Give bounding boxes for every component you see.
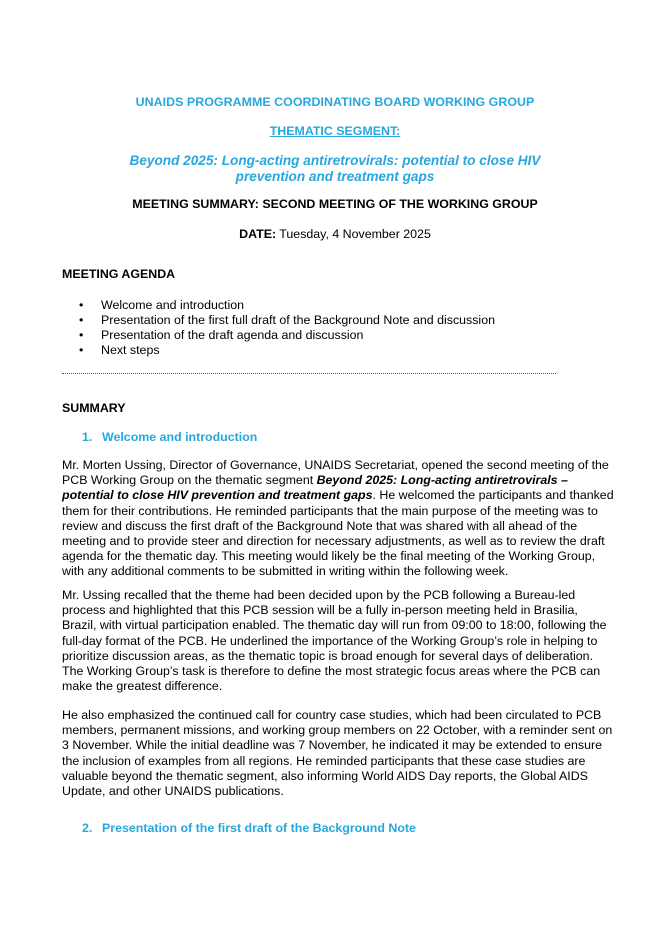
- agenda-item: [62, 298, 495, 313]
- agenda-item-text: Presentation of the first full draft of the Background Note and discussion: [101, 313, 495, 327]
- paragraph-opening: [62, 458, 614, 580]
- paragraph-text: . He welcomed the participants and thanked them for their contributions. He reminded participants that the main purpose of the meeting was to review and discuss the first draft of the Background Note that was shared with all ahead of the meeting and to provide steer and direction for necessary adjustments, as well as to review the draft agenda for the thematic day. This meeting would likely be the final meeting of the Working Group, with any additional comments to be submitted in writing within the following week.: [62, 488, 614, 579]
- emphasized-title: Beyond 2025: Long-acting antiretrovirals – potential to close HIV prevention and treatment gaps: [62, 473, 568, 503]
- thematic-segment-label: THEMATIC SEGMENT:: [269, 124, 401, 138]
- organization-heading: UNAIDS PROGRAMME COORDINATING BOARD WORKING GROUP: [135, 95, 535, 109]
- agenda-item: [62, 343, 495, 358]
- agenda-item: [62, 313, 495, 328]
- paragraph-text: Mr. Morten Ussing, Director of Governance, UNAIDS Secretariat, opened the second meeting of the PCB Working Group on the thematic segment: [62, 458, 609, 488]
- section-heading-text: Welcome and introduction: [102, 430, 258, 444]
- meeting-summary-title: MEETING SUMMARY: SECOND MEETING OF THE WORKING GROUP: [132, 197, 538, 211]
- agenda-item: [62, 328, 495, 343]
- agenda-item-text: Presentation of the draft agenda and discussion: [101, 328, 364, 342]
- agenda-item-text: Welcome and introduction: [101, 298, 245, 312]
- agenda-list: [62, 298, 495, 358]
- section-heading-text: Presentation of the first draft of the Background Note: [102, 821, 416, 835]
- bullet-icon: •: [79, 328, 84, 342]
- date-value: Tuesday, 4 November 2025: [276, 227, 431, 241]
- section-heading-welcome: [82, 430, 257, 444]
- meeting-date: [0, 227, 670, 241]
- bullet-icon: •: [79, 298, 84, 312]
- section-number: 1.: [82, 430, 93, 444]
- agenda-heading: MEETING AGENDA: [62, 267, 176, 281]
- date-label: DATE:: [239, 227, 277, 241]
- dotted-divider: [62, 373, 556, 374]
- paragraph-case-studies: He also emphasized the continued call for country case studies, which had been circulated to PCB members, permanent missions, and working group members on 22 October, with a reminder sent on 3 November. While the initial deadline was 7 November, he indicated it may be extended to ensure the inclusion of examples from all regions. He reminded participants that these case studies are valuable beyond the thematic segment, also informing World AIDS Day reports, the Global AIDS Update, and other UNAIDS publications.: [62, 708, 613, 799]
- bullet-icon: •: [79, 313, 84, 327]
- thematic-title: Beyond 2025: Long-acting antiretrovirals: potential to close HIV prevention and treatment gaps: [129, 153, 541, 184]
- section-heading-background-note: [82, 821, 416, 835]
- bullet-icon: •: [79, 343, 84, 357]
- paragraph-theme-recall: Mr. Ussing recalled that the theme had been decided upon by the PCB following a Bureau-led process and highlighted that this PCB session will be a fully in-person meeting held in Brasilia, Brazil, with virtual participation enabled. The thematic day will run from 09:00 to 18:00, following the full-day format of the PCB. He underlined the importance of the Working Group’s role in helping to prioritize discussion areas, as the thematic topic is broad enough for several days of deliberation. The Working Group’s task is therefore to define the most strategic focus areas where the PCB can make the greatest difference.: [62, 588, 607, 694]
- summary-heading: SUMMARY: [62, 401, 126, 415]
- section-number: 2.: [82, 821, 93, 835]
- agenda-item-text: Next steps: [101, 343, 160, 357]
